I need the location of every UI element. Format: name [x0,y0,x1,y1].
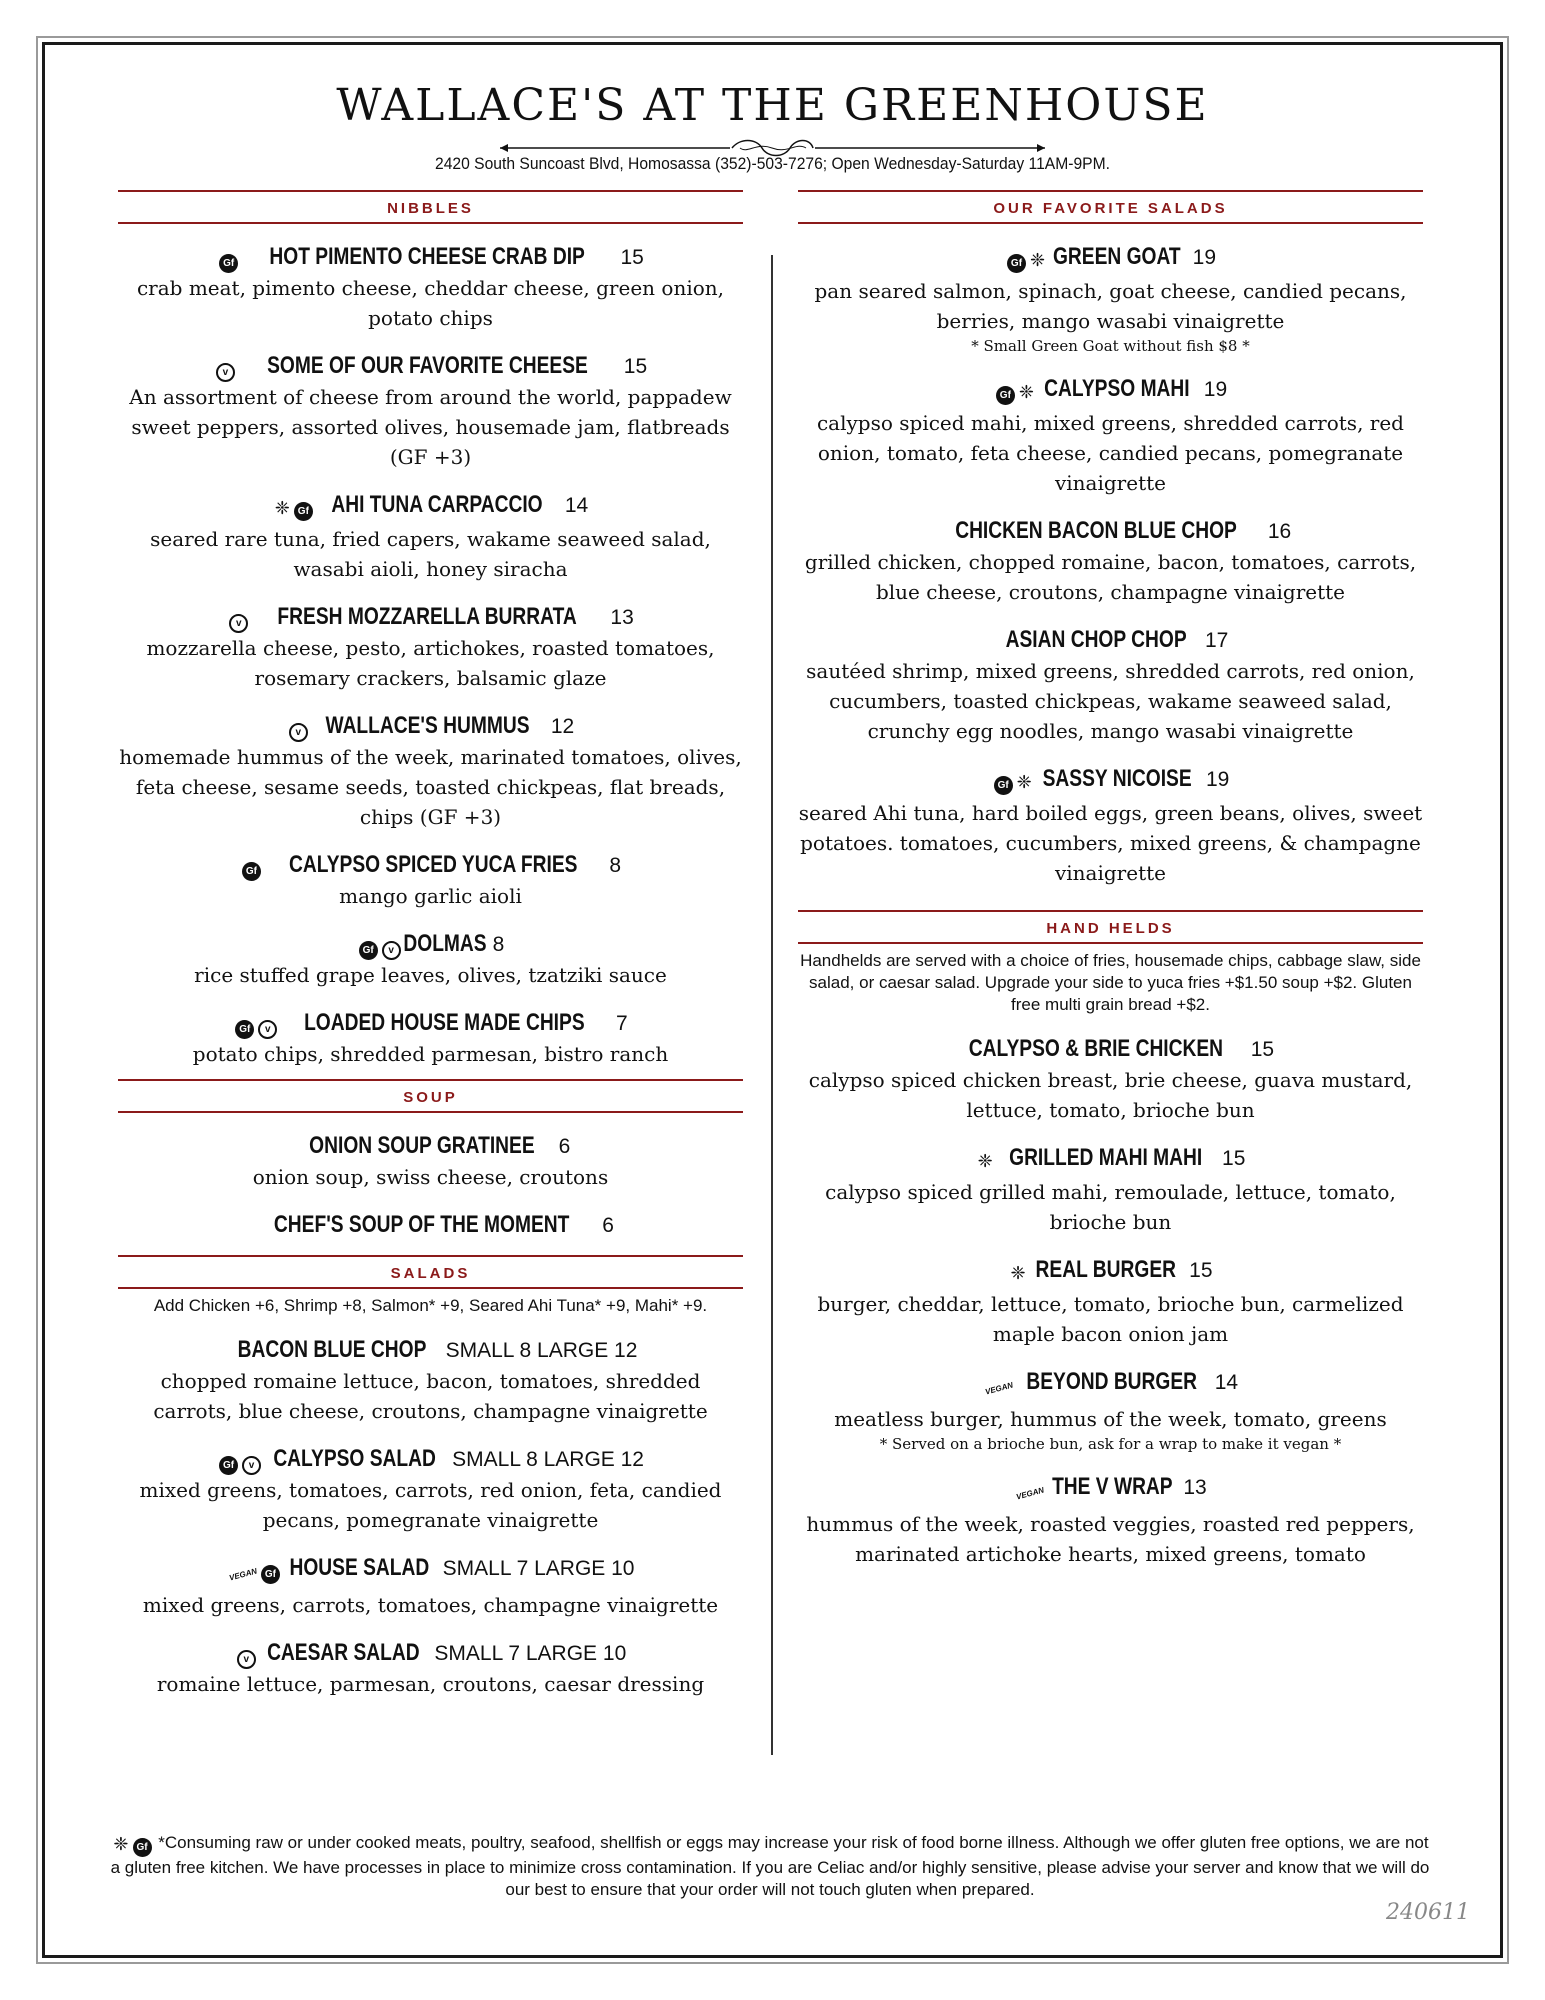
vegetarian-icon: v [289,723,308,742]
menu-item-description: calypso spiced grilled mahi, remoulade, lettuce, tomato, brioche bun [825,1180,1396,1234]
snowflake-icon: ❈ [113,1834,129,1854]
menu-item-price: 7 [616,1012,628,1035]
menu-item-heading [118,242,743,273]
soup-list [118,1131,743,1241]
hand-helds-note: Handhelds are served with a choice of fries, housemade chips, cabbage slaw, side salad, or caesar salad. Upgrade your side to yuca fries +$1.50 soup +$2. Gluten free multi grain bread +$2. [800,951,1421,1014]
menu-item-heading [798,242,1423,276]
menu-item-name: CALYPSO SPICED YUCA FRIES [288,851,578,878]
vegan-icon: VEGAN [227,1566,258,1583]
menu-item-description: hummus of the week, roasted veggies, roasted red peppers, marinated artichoke hearts, mixed greens, tomato [806,1512,1415,1566]
gluten-free-icon: Gf [219,254,238,273]
menu-item-name: BEYOND BURGER [1026,1368,1198,1395]
menu-item-description: potato chips, shredded parmesan, bistro ranch [192,1042,669,1066]
menu-item-heading [118,1335,743,1366]
gluten-free-icon: Gf [359,941,378,960]
menu-item-heading [798,1034,1423,1065]
restaurant-title: WALLACE'S AT THE GREENHOUSE [336,80,1209,131]
menu-item-name: ONION SOUP GRATINEE [308,1132,535,1159]
menu-item [798,1472,1423,1569]
vegetarian-icon: v [382,941,401,960]
gluten-free-icon: Gf [235,1020,254,1039]
menu-item-price: SMALL 8 LARGE 12 [452,1448,644,1471]
menu-item-description: mango garlic aioli [339,884,522,908]
menu-item-description: onion soup, swiss cheese, croutons [252,1165,609,1189]
section-title: OUR FAVORITE SALADS [798,190,1423,224]
menu-item-heading [118,351,743,382]
menu-item-heading [798,1472,1423,1509]
menu-item-description: sautéed shrimp, mixed greens, shredded carrots, red onion, cucumbers, toasted chickpeas, wakame seaweed salad, crunchy egg noodles, mango wasabi vinaigrette [806,659,1415,743]
menu-item-name: CHEF'S SOUP OF THE MOMENT [273,1211,570,1238]
menu-item [118,242,743,333]
menu-item-price: 6 [558,1135,571,1158]
menu-item [118,1008,743,1069]
menu-item-name: CALYPSO SALAD [273,1445,436,1472]
menu-item-name: ASIAN CHOP CHOP [1005,626,1187,653]
menu-item-heading [798,516,1423,547]
section-nibbles [118,190,743,1069]
menu-item-price: SMALL 8 LARGE 12 [445,1339,638,1362]
snowflake-icon: ❈ [1010,1263,1026,1284]
menu-item-price: 8 [609,854,622,877]
menu-item-heading [798,1367,1423,1404]
menu-item-name: BACON BLUE CHOP [237,1336,426,1363]
column-divider [771,255,773,1755]
menu-item-description: seared rare tuna, fried capers, wakame seaweed salad, wasabi aioli, honey siracha [150,527,711,581]
menu-item [118,1638,743,1699]
menu-item-heading [118,1008,743,1039]
menu-item-price: 19 [1203,378,1228,401]
menu-item-heading [798,764,1423,798]
snowflake-icon: ❈ [274,498,290,519]
menu-item-heading [118,1210,743,1241]
gluten-free-icon: Gf [994,776,1013,795]
menu-item-price: 19 [1206,768,1230,791]
section-title: SOUP [118,1079,743,1113]
menu-item-name: WALLACE'S HUMMUS [325,712,530,739]
menu-item [798,625,1423,746]
menu-item-description: romaine lettuce, parmesan, croutons, caesar dressing [156,1672,705,1696]
menu-item-name: GRILLED MAHI MAHI [1008,1144,1202,1171]
menu-item-price: 12 [550,715,575,738]
gluten-free-icon: Gf [219,1456,238,1475]
menu-item [118,850,743,911]
menu-item [118,602,743,693]
menu-item-heading [118,490,743,524]
nibbles-list [118,242,743,1069]
menu-item-name: HOUSE SALAD [289,1554,430,1581]
salads-note: Add Chicken +6, Shrimp +8, Salmon* +9, Seared Ahi Tuna* +9, Mahi* +9. [153,1296,708,1315]
menu-item [798,1034,1423,1125]
menu-item [118,351,743,472]
menu-item [118,490,743,584]
snowflake-icon: ❈ [1018,382,1034,403]
section-title: HAND HELDS [798,910,1423,944]
menu-item-name: CHICKEN BACON BLUE CHOP [955,517,1237,544]
menu-item [118,711,743,832]
menu-item-price: 16 [1267,520,1292,543]
gluten-free-icon: Gf [294,502,313,521]
menu-item-price: 14 [1214,1371,1239,1394]
gluten-free-icon: Gf [996,386,1015,405]
menu-item-heading [118,1638,743,1669]
menu-item-price: 15 [1222,1147,1246,1170]
menu-item-price: SMALL 7 LARGE 10 [442,1557,635,1580]
menu-item [118,929,743,990]
vegetarian-icon: v [237,1650,256,1669]
menu-item-heading [798,625,1423,656]
menu-item-description: An assortment of cheese from around the world, pappadew sweet peppers, assorted olives, housemade jam, flatbreads (GF +3) [129,385,732,469]
menu-item [798,1143,1423,1237]
menu-item-price: 14 [564,494,589,517]
menu-item [798,242,1423,356]
menu-item-name: CALYPSO & BRIE CHICKEN [968,1035,1223,1062]
menu-item-description: calypso spiced mahi, mixed greens, shredded carrots, red onion, tomato, feta cheese, candied pecans, pomegranate vinaigrette [816,411,1404,495]
menu-item-price: 13 [1183,1476,1207,1499]
gluten-free-icon: Gf [261,1565,280,1584]
menu-item-description: grilled chicken, chopped romaine, bacon, tomatoes, carrots, blue cheese, croutons, champagne vinaigrette [804,550,1417,604]
menu-item-description: meatless burger, hummus of the week, tomato, greens [834,1407,1387,1431]
menu-item-price: 15 [623,355,648,378]
menu-item-price: 13 [610,606,634,629]
menu-item-description: burger, cheddar, lettuce, tomato, brioche bun, carmelized maple bacon onion jam [817,1292,1404,1346]
vegetarian-icon: v [258,1020,277,1039]
section-salads [118,1255,743,1699]
menu-item-heading [118,1131,743,1162]
section-favorite-salads [798,190,1423,888]
menu-item [798,1367,1423,1454]
menu-item-name: THE V WRAP [1051,1473,1173,1500]
menu-item-heading [118,929,743,960]
snowflake-icon: ❈ [977,1151,993,1172]
footer-text: *Consuming raw or under cooked meats, poultry, seafood, shellfish or eggs may increase your risk of food borne illness. Although we offer gluten free options, we are not a gluten free kitchen. We have processes in place to minimize cross contamination. If you are Celiac and/or highly sensitive, please advise your server and know that we will do our best to ensure that your order will not touch gluten when prepared. [110,1833,1430,1899]
section-title: SALADS [118,1255,743,1289]
menu-item [118,1444,743,1535]
favorite-salads-list [798,242,1423,888]
menu-item-price: 17 [1204,629,1229,652]
menu-item-description: calypso spiced chicken breast, brie cheese, guava mustard, lettuce, tomato, brioche bun [808,1068,1413,1122]
menu-item [118,1553,743,1620]
footer-disclaimer [110,1832,1430,1901]
menu-code: 240611 [1386,1900,1470,1925]
menu-item-description: chopped romaine lettuce, bacon, tomatoes, shredded carrots, blue cheese, croutons, champagne vinaigrette [153,1369,708,1423]
menu-item-heading [118,850,743,881]
vegan-icon: VEGAN [1015,1485,1046,1502]
menu-item-heading [798,374,1423,408]
menu-item [798,1255,1423,1349]
menu-item-footnote: * Small Green Goat without fish $8 * [971,337,1250,355]
snowflake-icon: ❈ [1016,772,1032,793]
menu-item-name: REAL BURGER [1035,1256,1176,1283]
right-column [798,190,1423,1569]
menu-item-name: CAESAR SALAD [266,1639,420,1666]
menu-item [798,516,1423,607]
menu-item-footnote: * Served on a brioche bun, ask for a wrap to make it vegan * [879,1435,1342,1453]
menu-item-description: mixed greens, tomatoes, carrots, red onion, feta, candied pecans, pomegranate vinaigrette [139,1478,722,1532]
gluten-free-icon: Gf [1007,254,1026,273]
menu-item-description: pan seared salmon, spinach, goat cheese, candied pecans, berries, mango wasabi vinaigrette [814,279,1407,333]
menu-item-heading [118,1553,743,1590]
menu-item-description: rice stuffed grape leaves, olives, tzatziki sauce [194,963,667,987]
menu-item-description: mozzarella cheese, pesto, artichokes, roasted tomatoes, rosemary crackers, balsamic glaze [146,636,715,690]
menu-item-name: HOT PIMENTO CHEESE CRAB DIP [269,243,586,270]
menu-item-price: 19 [1192,246,1216,269]
menu-item-description: crab meat, pimento cheese, cheddar cheese, green onion, potato chips [136,276,724,330]
menu-item-description: seared Ahi tuna, hard boiled eggs, green beans, olives, sweet potatoes. tomatoes, cucumbers, mixed greens, & champagne vinaigrette [798,801,1423,885]
vegan-icon: VEGAN [984,1380,1014,1397]
menu-item-name: DOLMAS [403,930,487,957]
menu-item-heading [118,602,743,633]
menu-item [118,1210,743,1241]
left-column [118,190,743,1699]
menu-item-heading [118,1444,743,1475]
salads-list [118,1335,743,1699]
menu-item-price: 8 [492,933,505,956]
vegetarian-icon: v [216,363,235,382]
menu-item [118,1131,743,1192]
menu-item-description: homemade hummus of the week, marinated tomatoes, olives, feta cheese, sesame seeds, toasted chickpeas, flat breads, chips (GF +3) [119,745,742,829]
menu-item-name: GREEN GOAT [1053,243,1181,270]
menu-item-name: SOME OF OUR FAVORITE CHEESE [266,352,588,379]
vegetarian-icon: v [229,614,248,633]
section-soup [118,1079,743,1241]
section-hand-helds [798,910,1423,1569]
menu-item [798,764,1423,888]
menu-item-price: SMALL 7 LARGE 10 [434,1642,627,1665]
menu-item-price: 15 [1250,1038,1275,1061]
menu-item-price: 15 [1189,1259,1213,1282]
menu-item-name: SASSY NICOISE [1042,765,1192,792]
menu-item-name: FRESH MOZZARELLA BURRATA [277,603,577,630]
menu-item-heading [798,1255,1423,1289]
snowflake-icon: ❈ [1029,250,1046,271]
menu-item-price: 15 [620,246,644,269]
menu-item-name: CALYPSO MAHI [1044,375,1190,402]
gluten-free-icon: Gf [133,1838,152,1857]
menu-item-name: LOADED HOUSE MADE CHIPS [304,1009,585,1036]
gluten-free-icon: Gf [242,862,261,881]
menu-item-heading [118,711,743,742]
menu-item [798,374,1423,498]
section-title: NIBBLES [118,190,743,224]
address-line: 2420 South Suncoast Blvd, Homosassa (352)-503-7276; Open Wednesday-Saturday 11AM-9PM. [435,154,1110,173]
menu-item-heading [798,1143,1423,1177]
menu-item-price: 6 [602,1214,614,1237]
vegetarian-icon: v [242,1456,261,1475]
menu-item-description: mixed greens, carrots, tomatoes, champagne vinaigrette [142,1593,719,1617]
menu-item-name: AHI TUNA CARPACCIO [331,491,543,518]
hand-helds-list [798,1034,1423,1569]
menu-item [118,1335,743,1426]
